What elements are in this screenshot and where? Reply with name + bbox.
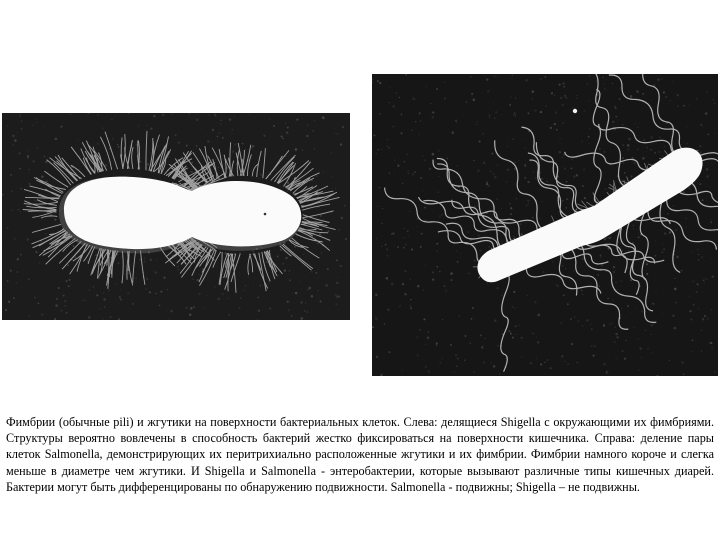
figure-caption: Фимбрии (обычные pili) и жгутики на поверхности бактериальных клеток. Слева: делящиеся Shigella с окружающими их фимбриями. Структуры вероятно вовлечены в способность бактерий жестко фиксироваться на поверхности кишечника. Справа: деление пары клеток Salmonella, демонстрирующих их перитрихиально расположенные жгутики и их фимбрии. Фимбрии намного короче и слегка меньше в диаметре чем жгутики. И Shigella и Salmonella - энтеробактерии, которые вызывают различные типы кишечных диарей. Бактерии могут быть дифференцированы по обнаружению подвижности. Salmonella - подвижны; Shigella – не подвижны.	[6, 415, 714, 494]
shigella-micrograph	[2, 113, 350, 320]
shigella-image	[2, 113, 350, 320]
salmonella-micrograph	[372, 74, 718, 376]
salmonella-image	[372, 74, 718, 376]
